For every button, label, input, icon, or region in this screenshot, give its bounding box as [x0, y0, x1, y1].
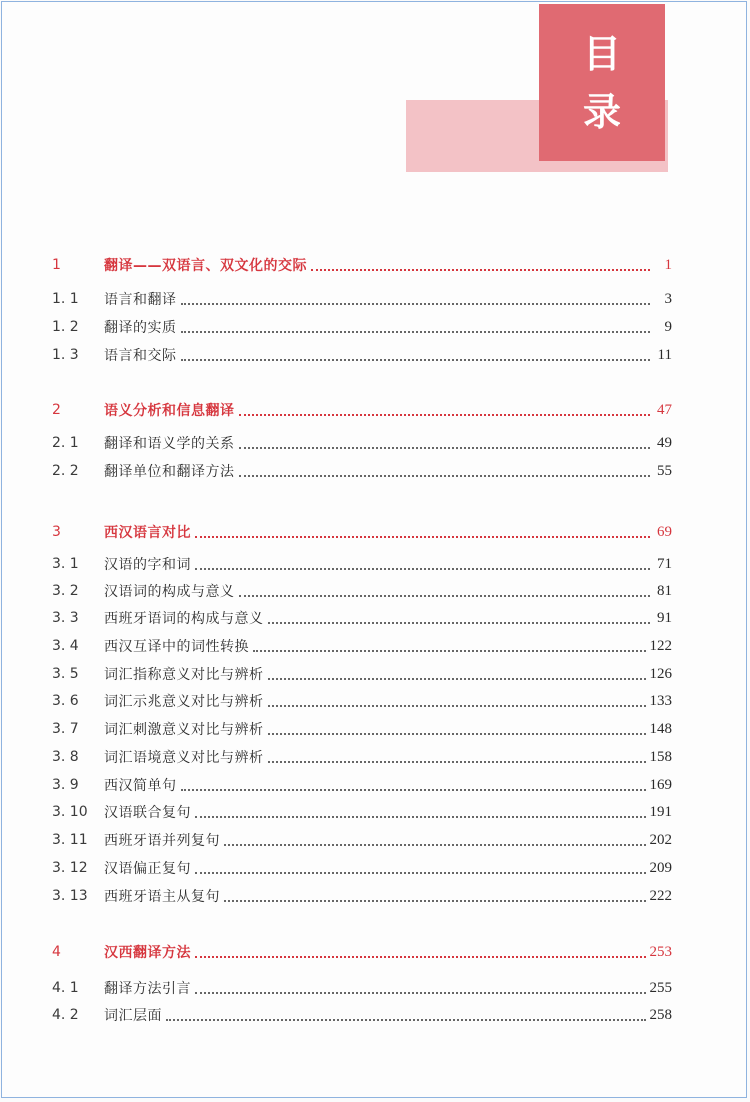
toc-entry-number: 3. 13	[52, 888, 88, 904]
toc-entry-page-number: 1	[664, 256, 672, 273]
dot-leader	[195, 536, 650, 538]
dot-leader	[268, 705, 646, 707]
toc-entry-title: 翻译——双语言、双文化的交际	[104, 258, 307, 274]
toc-entry-page-number: 258	[649, 1006, 672, 1023]
toc-page	[1, 1, 747, 1098]
toc-entry-title: 词汇指称意义对比与辨析	[104, 667, 264, 683]
toc-entry-title: 西汉语言对比	[104, 525, 191, 541]
toc-entry-number: 2. 2	[52, 463, 79, 479]
toc-section-entry[interactable]	[52, 830, 672, 850]
toc-entry-number: 3. 5	[52, 666, 79, 682]
toc-entry-page-number: 202	[649, 831, 672, 848]
toc-entry-number: 3. 1	[52, 556, 79, 572]
toc-entry-title: 词汇刺激意义对比与辨析	[104, 722, 264, 738]
dot-leader	[181, 331, 651, 333]
dot-leader	[181, 359, 651, 361]
dot-leader	[195, 816, 646, 818]
dot-leader	[311, 269, 650, 271]
toc-entry-number: 3. 12	[52, 860, 88, 876]
dot-leader	[268, 678, 646, 680]
toc-chapter-entry[interactable]	[52, 400, 672, 420]
toc-entry-title: 语言和翻译	[104, 292, 177, 308]
toc-entry-page-number: 55	[657, 462, 672, 479]
toc-entry-number: 3. 3	[52, 610, 79, 626]
toc-entry-number: 1	[52, 257, 61, 273]
toc-entry-title: 汉语偏正复句	[104, 861, 191, 877]
toc-entry-number: 4. 1	[52, 980, 79, 996]
toc-entry-page-number: 47	[657, 401, 672, 418]
toc-entry-title: 翻译和语义学的关系	[104, 436, 235, 452]
toc-section-entry[interactable]	[52, 978, 672, 998]
toc-entry-page-number: 91	[657, 609, 672, 626]
toc-section-entry[interactable]	[52, 581, 672, 601]
toc-entry-title: 词汇语境意义对比与辨析	[104, 750, 264, 766]
toc-section-entry[interactable]	[52, 289, 672, 309]
toc-section-entry[interactable]	[52, 775, 672, 795]
toc-entry-title: 翻译的实质	[104, 320, 177, 336]
toc-entry-number: 4. 2	[52, 1007, 79, 1023]
toc-section-entry[interactable]	[52, 461, 672, 481]
toc-entry-number: 3. 2	[52, 583, 79, 599]
dot-leader	[181, 303, 651, 305]
toc-entry-page-number: 158	[649, 748, 672, 765]
toc-chapter-entry[interactable]	[52, 255, 672, 275]
toc-entry-number: 3	[52, 524, 61, 540]
toc-section-entry[interactable]	[52, 554, 672, 574]
toc-section-entry[interactable]	[52, 345, 672, 365]
toc-entry-number: 4	[52, 944, 61, 960]
toc-entry-page-number: 169	[649, 776, 672, 793]
toc-entry-title: 词汇示兆意义对比与辨析	[104, 694, 264, 710]
header-title-char-1: 目	[582, 31, 621, 76]
toc-entry-page-number: 71	[657, 555, 672, 572]
toc-section-entry[interactable]	[52, 664, 672, 684]
toc-entry-page-number: 209	[649, 859, 672, 876]
toc-entry-page-number: 148	[649, 720, 672, 737]
dot-leader	[181, 789, 646, 791]
toc-entry-page-number: 253	[649, 943, 672, 960]
toc-entry-page-number: 191	[649, 803, 672, 820]
toc-section-entry[interactable]	[52, 691, 672, 711]
dot-leader	[268, 733, 646, 735]
dot-leader	[224, 900, 646, 902]
dot-leader	[239, 475, 651, 477]
toc-entry-page-number: 81	[657, 582, 672, 599]
toc-entry-page-number: 49	[657, 434, 672, 451]
toc-entry-title: 词汇层面	[104, 1008, 162, 1024]
toc-section-entry[interactable]	[52, 433, 672, 453]
dot-leader	[239, 595, 651, 597]
dot-leader	[239, 414, 651, 416]
toc-entry-title: 语言和交际	[104, 348, 177, 364]
dot-leader	[195, 956, 646, 958]
toc-entry-page-number: 9	[664, 318, 672, 335]
toc-section-entry[interactable]	[52, 858, 672, 878]
toc-entry-page-number: 133	[649, 692, 672, 709]
dot-leader	[239, 447, 651, 449]
toc-section-entry[interactable]	[52, 802, 672, 822]
toc-entry-title: 翻译单位和翻译方法	[104, 464, 235, 480]
toc-entry-page-number: 69	[657, 523, 672, 540]
toc-entry-number: 2. 1	[52, 435, 79, 451]
toc-entry-title: 语义分析和信息翻译	[104, 403, 235, 419]
toc-entry-title: 汉语联合复句	[104, 805, 191, 821]
toc-entry-number: 1. 3	[52, 347, 79, 363]
toc-entry-number: 3. 9	[52, 777, 79, 793]
toc-chapter-entry[interactable]	[52, 942, 672, 962]
toc-entry-number: 1. 1	[52, 291, 79, 307]
toc-entry-page-number: 11	[657, 346, 672, 363]
toc-entry-page-number: 122	[649, 637, 672, 654]
toc-entry-number: 3. 10	[52, 804, 88, 820]
toc-section-entry[interactable]	[52, 886, 672, 906]
toc-entry-title: 汉语词的构成与意义	[104, 584, 235, 600]
dot-leader	[195, 872, 646, 874]
toc-entry-number: 3. 7	[52, 721, 79, 737]
toc-entry-number: 2	[52, 402, 61, 418]
toc-entry-title: 西班牙语词的构成与意义	[104, 611, 264, 627]
toc-section-entry[interactable]	[52, 608, 672, 628]
toc-entry-number: 3. 11	[52, 832, 88, 848]
toc-section-entry[interactable]	[52, 747, 672, 767]
toc-entry-page-number: 3	[664, 290, 672, 307]
toc-entry-title: 西班牙语并列复句	[104, 833, 220, 849]
toc-entry-title: 翻译方法引言	[104, 981, 191, 997]
toc-entry-page-number: 222	[649, 887, 672, 904]
toc-entry-number: 3. 6	[52, 693, 79, 709]
dot-leader	[268, 761, 646, 763]
toc-entry-title: 汉西翻译方法	[104, 945, 191, 961]
header-title-char-2: 录	[582, 89, 621, 134]
dot-leader	[253, 650, 646, 652]
dot-leader	[224, 844, 646, 846]
toc-section-entry[interactable]	[52, 719, 672, 739]
dot-leader	[195, 992, 646, 994]
toc-entry-page-number: 126	[649, 665, 672, 682]
toc-entry-title: 西汉互译中的词性转换	[104, 639, 249, 655]
toc-section-entry[interactable]	[52, 317, 672, 337]
toc-entry-number: 3. 8	[52, 749, 79, 765]
dot-leader	[268, 622, 651, 624]
toc-section-entry[interactable]	[52, 636, 672, 656]
toc-entry-page-number: 255	[649, 979, 672, 996]
toc-chapter-entry[interactable]	[52, 522, 672, 542]
toc-entry-title: 西班牙语主从复句	[104, 889, 220, 905]
toc-entry-title: 汉语的字和词	[104, 557, 191, 573]
toc-entry-number: 1. 2	[52, 319, 79, 335]
toc-section-entry[interactable]	[52, 1005, 672, 1025]
toc-entry-title: 西汉简单句	[104, 778, 177, 794]
toc-entry-number: 3. 4	[52, 638, 79, 654]
dot-leader	[195, 568, 650, 570]
dot-leader	[166, 1019, 646, 1021]
header-block	[539, 4, 665, 161]
